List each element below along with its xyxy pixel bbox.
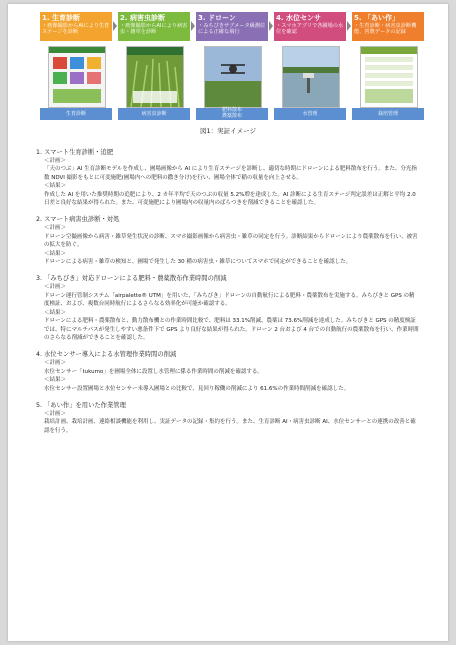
demo-image-strip bbox=[40, 12, 418, 122]
step-description: ・スマホアプリで各圃場の水位を確認 bbox=[276, 23, 344, 36]
step-caption: 水管理 bbox=[274, 108, 346, 120]
document-page bbox=[8, 4, 448, 641]
document-body bbox=[36, 148, 420, 443]
step-pest-diagnosis bbox=[118, 12, 190, 117]
step-caption: 栽培管理 bbox=[352, 108, 424, 120]
step-aisaku bbox=[352, 12, 424, 117]
drone-photo-image bbox=[205, 47, 261, 107]
plan-label: ＜計画＞ bbox=[44, 284, 67, 291]
pest-photo-screenshot bbox=[126, 46, 184, 108]
plan-text: 「天のつぶ」AI 生育診断モデルを作成し、圃場画像から AI により生育ステージを診断し、適切な時期にドローンによる肥料散布を行う。また、分光指数 NDVI 撮影をもとに可変施肥(圃場内への肥料の撒き分け)を行い、圃場全体で稲の収量を向上させる。 bbox=[44, 166, 417, 181]
app-screen-image bbox=[49, 47, 105, 107]
step-drone bbox=[196, 12, 268, 119]
section-heading: 3. 「みちびき」対応ドローンによる肥料・農薬散布作業時間の削減 bbox=[36, 275, 227, 283]
arrow-icon bbox=[269, 12, 273, 41]
paddy-field-image bbox=[283, 47, 339, 107]
pest-photo-image bbox=[127, 47, 183, 107]
arrow-icon bbox=[347, 12, 351, 41]
section-water bbox=[36, 350, 420, 393]
plan-label: ＜計画＞ bbox=[44, 225, 67, 232]
result-text: ドローンによる病害・雑草の検知と、圃場で発生した 30 種の病害虫・雑草についてスマホで同定ができることを確認した。 bbox=[44, 259, 352, 266]
step-title: 3. ドローン bbox=[198, 14, 236, 22]
smartphone-app-screenshot bbox=[48, 46, 106, 108]
result-text: 水位センサー設置圃場と水位センサー未導入圃場との比較で、見回り稼働の削減により 61.6%の作業時間削減を確認した。 bbox=[44, 385, 350, 392]
section-growth bbox=[36, 148, 420, 207]
plan-label: ＜計画＞ bbox=[44, 360, 67, 367]
step-header bbox=[118, 12, 190, 41]
figure-caption: 図1：実証イメージ bbox=[200, 127, 256, 135]
section-pest bbox=[36, 215, 420, 266]
step-caption: 病害虫診断 bbox=[118, 108, 190, 120]
plan-text: ドローン運行管制システム「airpalette® UTM」を用いた、「みちびき」ドローンの自動航行による肥料・農薬散布を実施する。みちびきと GPS の精度検証、および、複数台同時航行によるさらなる効率化が可能か確認する。 bbox=[44, 292, 415, 308]
section-aisaku bbox=[36, 401, 420, 435]
step-title: 4. 水位センサ bbox=[276, 14, 321, 22]
step-description: ・画像撮影からAIにより生育ステージを診断 bbox=[42, 23, 110, 36]
step-description: ・みちびきサブメータ級測位による正確な飛行 bbox=[198, 23, 266, 36]
plan-label: ＜計画＞ bbox=[44, 158, 67, 164]
result-label: ＜結果＞ bbox=[44, 250, 67, 257]
arrow-icon bbox=[113, 12, 117, 41]
drone-photo bbox=[204, 46, 262, 108]
section-heading: 1. スマート生育診断・追肥 bbox=[36, 149, 114, 156]
result-label: ＜結果＞ bbox=[44, 183, 67, 190]
step-growth-diagnosis bbox=[40, 12, 112, 117]
section-heading: 2. スマート病害虫診断・対処 bbox=[36, 216, 120, 224]
result-text: ドローンによる肥料・農薬散布と、動力散布機との作業時間比較で、肥料は 33.1%削減、農薬は 73.6%削減を達成した。みちびきと GPS の精度検証では、特にマルチパスが発生しやすい悪条件下で GPS より良好な結果が得られた。ドローン 2 台および 4 台での自動航行の農薬散布を行い、作業時間のさらなる削減ができることを確認した。 bbox=[44, 318, 419, 341]
step-header bbox=[352, 12, 424, 41]
step-header bbox=[196, 12, 268, 41]
step-header bbox=[274, 12, 346, 41]
step-title: 1. 生育診断 bbox=[42, 14, 80, 22]
section-drone bbox=[36, 274, 420, 342]
aisaku-app-screenshot bbox=[360, 46, 418, 108]
result-text: 作成した AI を用いた推奨時期の追肥により、2 カ年平均で天のつぶの収量 5.2%増を達成した。AI 診断による生育ステージ判定誤差は正解と平均 2.0 日差と良好な結果が得られた。また、可変施肥により圃場内の収量内のばらつきを削減できることを確認した。 bbox=[44, 191, 416, 207]
result-label: ＜結果＞ bbox=[44, 377, 67, 384]
section-heading: 5. 「あい作」を用いた作業管理 bbox=[36, 401, 126, 409]
step-title: 5. 「あい作」 bbox=[354, 14, 399, 22]
step-caption bbox=[196, 108, 268, 120]
aisaku-app-image bbox=[361, 47, 417, 107]
arrow-icon bbox=[191, 12, 195, 41]
step-water-sensor bbox=[274, 12, 346, 117]
result-label: ＜結果＞ bbox=[44, 309, 67, 316]
paddy-field-photo bbox=[282, 46, 340, 108]
step-description: ・画像撮影からAIにより病害虫・雑草を診断 bbox=[120, 23, 188, 36]
step-caption-line: 肥料散布 農薬散布 bbox=[221, 107, 242, 119]
plan-text: 栽培計画、栽培計画、連絡相談機能を利用し、実証データの記録・集約を行う。また、生育診断 AI・病害虫診断 AI、水位センサーとの連携の改善と確認を行う。 bbox=[44, 419, 416, 434]
plan-label: ＜計画＞ bbox=[44, 410, 67, 417]
step-header bbox=[40, 12, 112, 41]
section-heading: 4. 水位センサー導入による水管理作業時間の削減 bbox=[36, 351, 177, 359]
step-caption: 生育診断 bbox=[40, 108, 112, 120]
step-title: 2. 病害虫診断 bbox=[120, 14, 165, 22]
plan-text: 水位センサー「tukumo」を圃場全体に設置し水管理に係る作業時間の削減を確認する。 bbox=[44, 368, 263, 375]
plan-text: ドローン空撮画像から病害・雑草発生状況の診断、スマホ撮影画像から病害虫・雑草の同定を行う。診断結果からドローンにより農薬散布を行い、被害の拡大を防ぐ。 bbox=[44, 233, 418, 249]
step-description: ・生育診断・病害虫診断機能、営農データの記録 bbox=[354, 23, 417, 36]
